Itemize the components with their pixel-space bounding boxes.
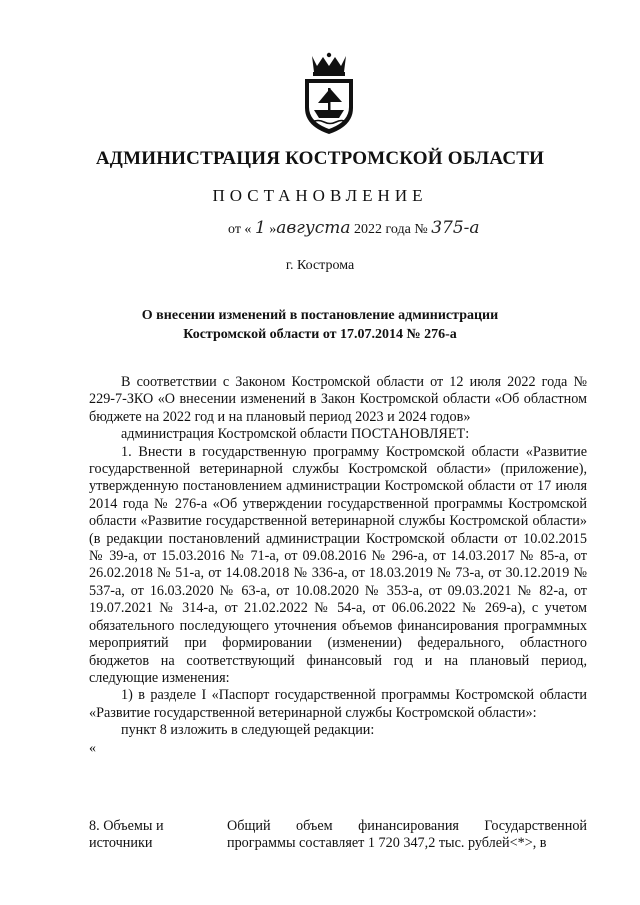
document-type: ПОСТАНОВЛЕНИЕ <box>212 186 428 205</box>
city: г. Кострома <box>285 258 355 273</box>
date-month-handwritten: августа <box>276 218 351 238</box>
title-line-2: Костромской области от 17.07.2014 № 276-а <box>183 327 457 342</box>
document-body <box>89 374 587 757</box>
paragraph-item-1: 1. Внести в государственную программу Костромской области «Развитие государственной ветеринарной службы Костромской области» (приложение), утвержденную постановлением администрации Костромской области от 17 июля 2014 года № 276-а «Об утверждении государственной программы Костромской области «Развитие государственной ветеринарной службы Костромской области» (в редакции постановлений администрации Костромской области от 10.02.2015 № 39-а, от 15.03.2016 № 71-а, от 09.08.2016 № 296-а, от 14.03.2017 № 85-а, от 26.02.2018 № 51-а, от 14.08.2018 № 336-а, от 18.03.2019 № 73-а, от 30.12.2019 № 537-а, от 16.03.2020 № 63-а, от 10.08.2020 № 353-а, от 09.03.2021 № 82-а, от 19.07.2021 № 314-а, от 21.02.2022 № 54-а, от 06.06.2022 № 269-а), с учетом обязательного последующего уточнения объемов финансирования программных мероприятий при формировании (изменении) федерального, областного бюджетов на соответствующий финансовый год и на плановый период, следующие изменения: <box>89 443 587 686</box>
title-line-1: О внесении изменений в постановление администрации <box>141 308 499 323</box>
coat-of-arms-icon <box>298 52 360 136</box>
paragraph-point-8: пункт 8 изложить в следующей редакции: <box>121 722 375 739</box>
paragraph-subitem-1: 1) в разделе I «Паспорт государственной программы Костромской области «Развитие государственной ветеринарной службы Костромской области»: <box>89 687 587 721</box>
date-prefix: от « <box>228 222 252 237</box>
paragraph-resolves: администрация Костромской области ПОСТАНОВЛЯЕТ: <box>121 426 470 443</box>
document-title <box>0 306 640 344</box>
opening-quote: « <box>89 740 96 756</box>
date-day-handwritten: 1 <box>254 218 266 238</box>
date-line <box>228 218 480 238</box>
passport-table <box>89 818 587 853</box>
organization-name: АДМИНИСТРАЦИЯ КОСТРОМСКОЙ ОБЛАСТИ <box>95 148 545 169</box>
table-cell-value: Общий объем финансирования Государственной программы составляет 1 720 347,2 тыс. рублей<*>, в <box>227 818 587 852</box>
date-year: 2022 года № <box>354 222 428 237</box>
table-cell-label: 8. Объемы и источники <box>89 818 164 852</box>
date-separator: » <box>269 222 277 237</box>
paragraph-preamble: В соответствии с Законом Костромской области от 12 июля 2022 года № 229-7-ЗКО «О внесении изменений в Закон Костромской области «Об областном бюджете на 2022 год и на плановый период 2023 и 2024 годов» <box>89 374 587 425</box>
document-number-handwritten: 375-а <box>431 218 480 238</box>
